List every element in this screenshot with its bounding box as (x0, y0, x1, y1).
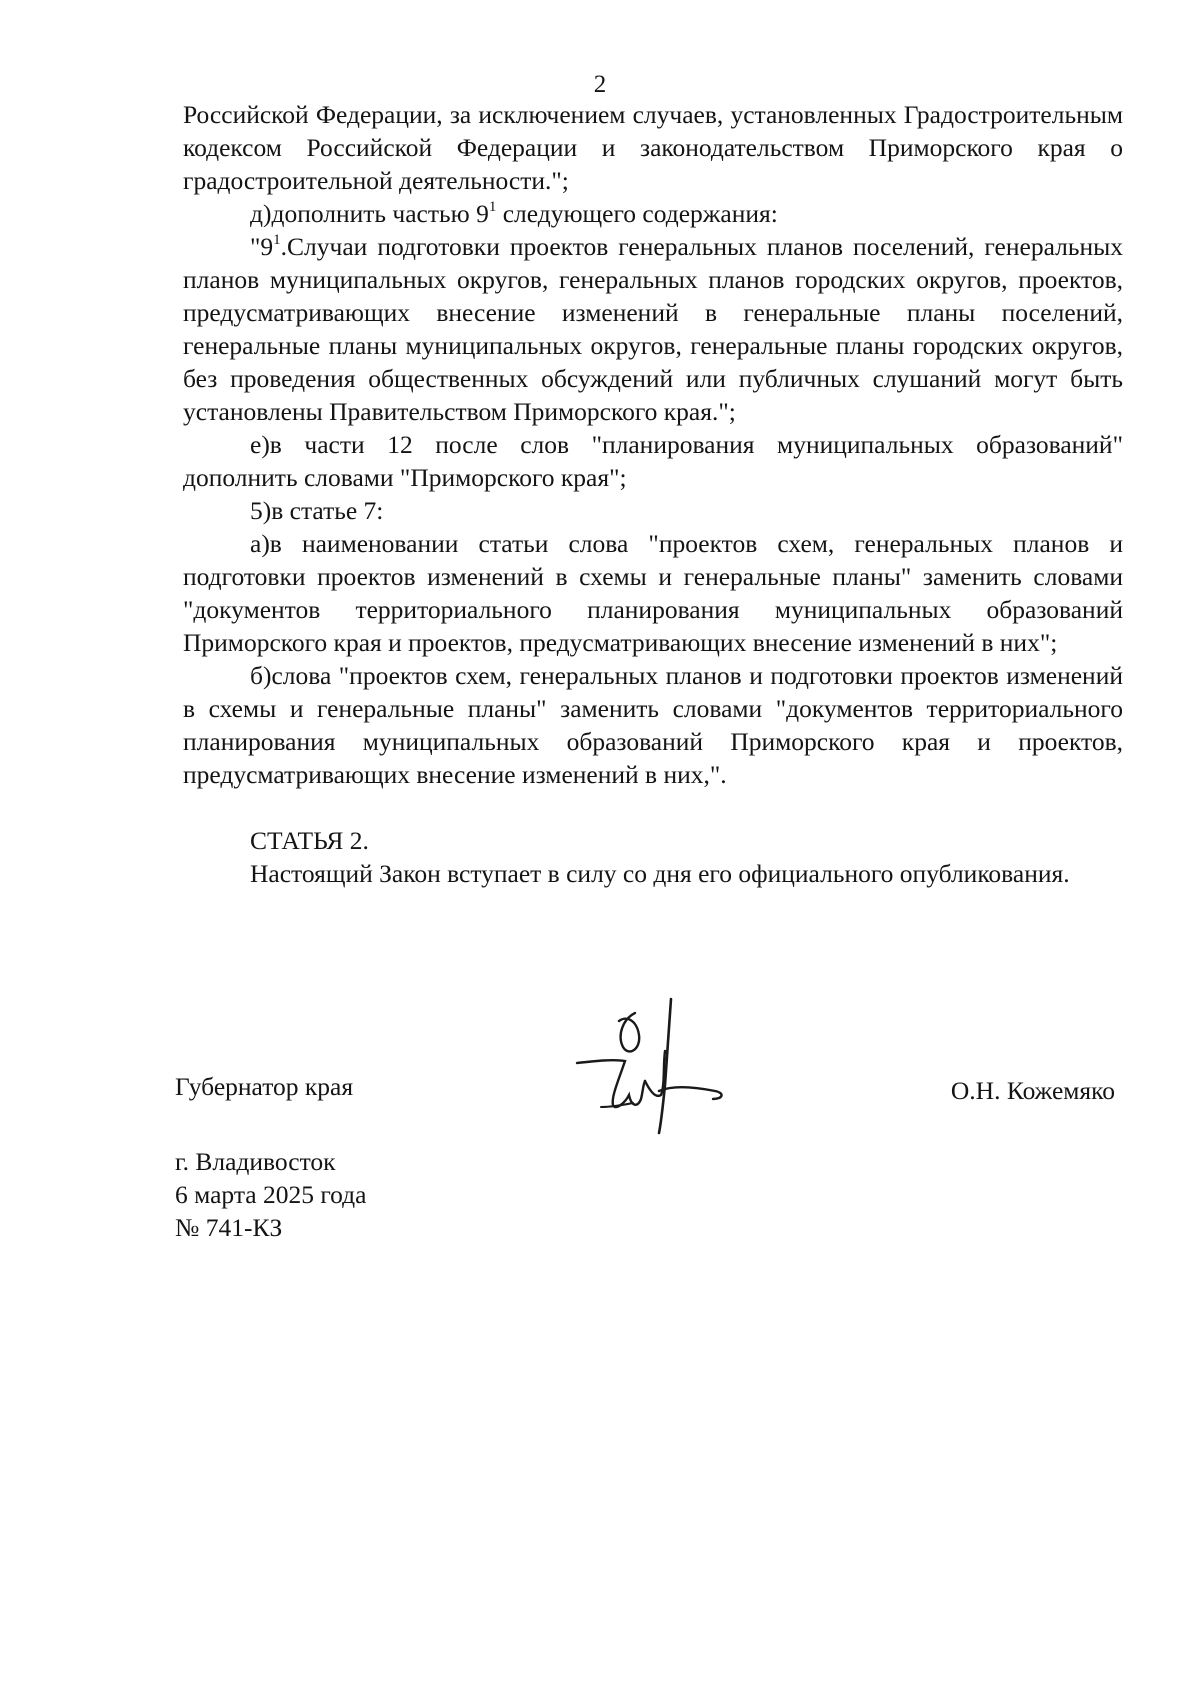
paragraph-item-b: б)слова "проектов схем, генеральных планов и подготовки проектов изменений в схемы и генеральные планы" заменить словами "документов территориального планирования муниципальных образований Приморского края и проектов, предусматривающих внесение изменений в них,". (183, 661, 1123, 789)
paragraph-add-part (183, 197, 1123, 230)
paragraph-part-9-1-start: "9 (250, 232, 274, 261)
document-footer (175, 1145, 366, 1244)
paragraph-article-7: 5)в статье 7: (250, 496, 384, 525)
paragraph-continuation: Российской Федерации, за исключением случаев, установленных Градостроительным кодексом Российской Федерации и законодательством Приморского края о градостроительной деятельности."; (183, 100, 1123, 195)
page-number: 2 (593, 71, 607, 98)
paragraph-item-a: а)в наименовании статьи слова "проектов схем, генеральных планов и подготовки проектов изменений в схемы и генеральные планы" заменить словами "документов территориального планирования муниципальных образований Приморского края и проектов, предусматривающих внесение изменений в них"; (183, 529, 1123, 657)
spacer (183, 791, 1123, 824)
paragraph-add-part-text: д)дополнить частью 9 (250, 199, 489, 228)
signatory-name: О.Н. Кожемяко (950, 1076, 1115, 1105)
paragraph-part-12: е)в части 12 после слов "планирования муниципальных образований" дополнить словами "Приморского края"; (183, 430, 1123, 492)
article-2-text: Настоящий Закон вступает в силу со дня его официального опубликования. (250, 859, 1070, 888)
date: 6 марта 2025 года (175, 1180, 367, 1209)
city: г. Владивосток (175, 1147, 336, 1176)
document-number: № 741-КЗ (175, 1213, 283, 1242)
signatory-title: Губернатор края (175, 1072, 354, 1101)
paragraph-part-9-1 (183, 230, 1123, 428)
article-2-title: СТАТЬЯ 2. (250, 826, 369, 855)
handwritten-signature (575, 995, 755, 1145)
superscript: 1 (273, 231, 281, 248)
document-body (183, 98, 1123, 890)
paragraph-part-9-1-text: .Случаи подготовки проектов генеральных планов поселений, генеральных планов муниципальных округов, генеральных планов городских округов, проектов, предусматривающих внесение изменений в генеральные планы поселений, генеральные планы муниципальных округов, генеральные планы городских округов, без проведения общественных обсуждений или публичных слушаний могут быть установлены Правительством Приморского края."; (183, 232, 1123, 426)
paragraph-add-part-text-end: следующего содержания: (496, 199, 778, 228)
superscript: 1 (488, 198, 497, 215)
